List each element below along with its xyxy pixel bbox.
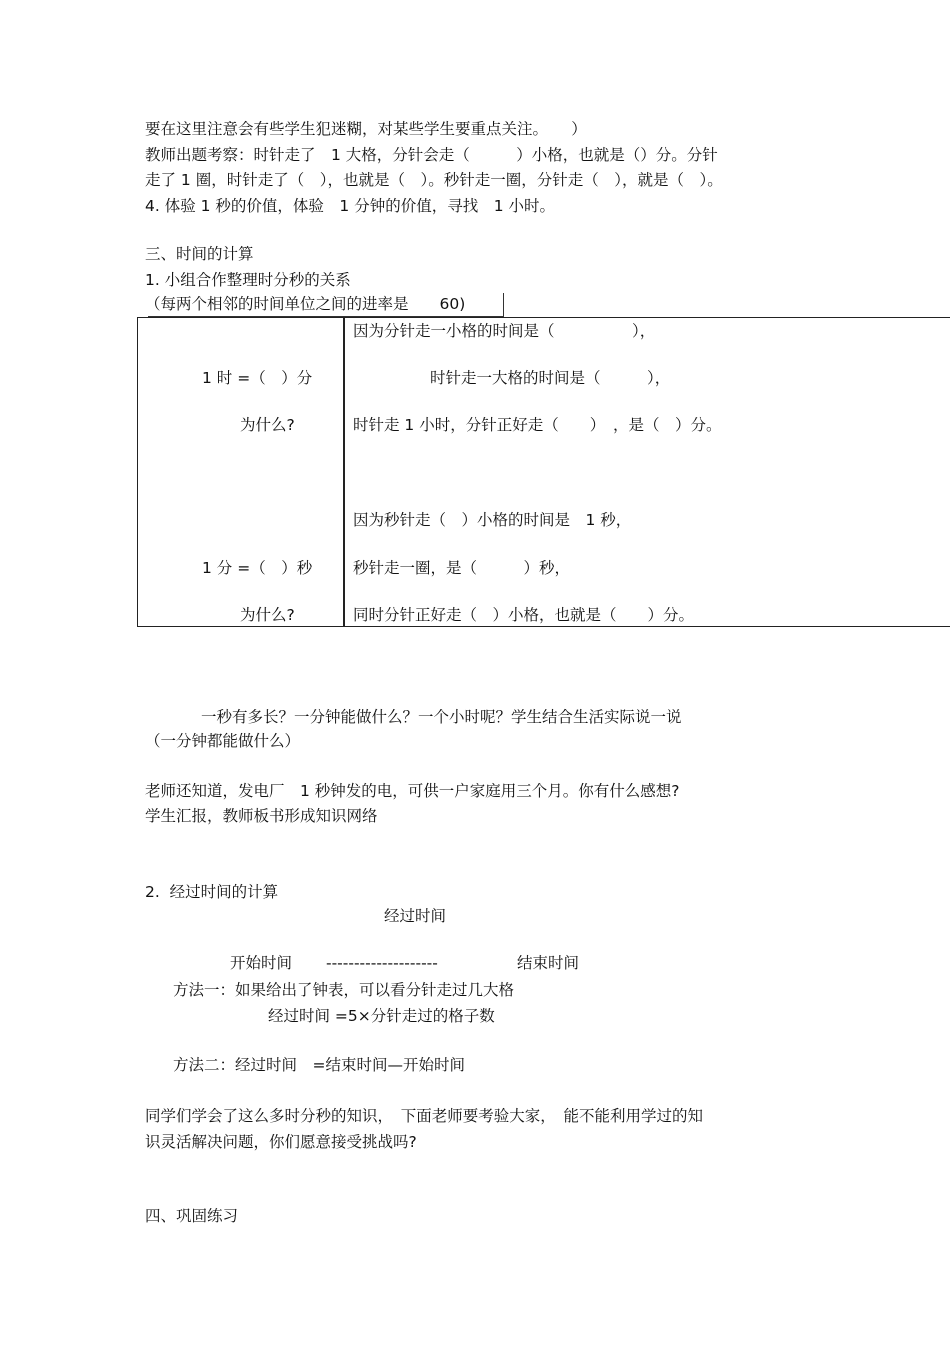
row1-reason-3: 时针走 1 小时，分针正好走（ ） ，是（ ）分。 <box>353 416 722 434</box>
hour-why-label: 为什么? <box>240 416 295 434</box>
closing-line-1: 同学们学会了这么多时分秒的知识， 下面老师要考验大家， 能不能利用学过的知 <box>145 1107 704 1125</box>
ratio-note: （每两个相邻的时间单位之间的进率是 60) <box>145 295 466 313</box>
minute-second-question: 1 分 =（ ）秒 <box>202 559 313 577</box>
intro-line-3: 走了 1 圈，时针走了（ ），也就是（ ）。秒针走一圈，分针走（ ），就是（ ）。 <box>145 171 723 189</box>
formula-1: 经过时间 =5×分针走过的格子数 <box>268 1007 495 1025</box>
intro-line-2: 教师出题考察：时针走了 1 大格，分针会走（ ）小格，也就是（）分。分针 <box>145 146 718 164</box>
end-time-label: 结束时间 <box>517 954 580 972</box>
closing-line-2: 识灵活解决问题，你们愿意接受挑战吗? <box>145 1133 417 1151</box>
discussion-line-3: 老师还知道，发电厂 1 秒钟发的电，可供一户家庭用三个月。你有什么感想? <box>145 782 680 800</box>
row2-reason-3: 同时分针正好走（ ）小格，也就是（ ）分。 <box>353 606 695 624</box>
method-2: 方法二：经过时间 =结束时间—开始时间 <box>173 1056 465 1074</box>
row1-reason-2: 时针走一大格的时间是（ ）， <box>430 369 671 387</box>
minute-why-label: 为什么? <box>240 606 295 624</box>
intro-line-4: 4. 体验 1 秒的价值，体验 1 分钟的价值，寻找 1 小时。 <box>145 197 556 215</box>
discussion-line-2: （一分钟都能做什么） <box>145 732 301 750</box>
method-1: 方法一：如果给出了钟表，可以看分针走过几大格 <box>173 981 515 999</box>
time-relation-table <box>137 317 950 627</box>
row1-reason-1: 因为分针走一小格的时间是（ ）， <box>353 322 656 340</box>
table-column-divider <box>343 318 345 626</box>
section-4-heading: 四、巩固练习 <box>145 1207 239 1225</box>
section-3-heading: 三、时间的计算 <box>145 245 254 263</box>
section-3-2-heading: 2. 经过时间的计算 <box>145 883 279 901</box>
discussion-line-4: 学生汇报，教师板书形成知识网络 <box>145 807 378 825</box>
row2-reason-2: 秒针走一圈，是（ ）秒， <box>353 559 571 577</box>
hour-minute-question: 1 时 =（ ）分 <box>202 369 313 387</box>
discussion-line-1: 一秒有多长？一分钟能做什么？一个小时呢？学生结合生活实际说一说 <box>201 708 682 726</box>
intro-line-1: 要在这里注意会有些学生犯迷糊，对某些学生要重点关注。 ） <box>145 120 587 138</box>
elapsed-time-label: 经过时间 <box>384 907 447 925</box>
row2-reason-1: 因为秒针走（ ）小格的时间是 1 秒， <box>353 511 632 529</box>
start-time-label: 开始时间 <box>230 954 293 972</box>
section-3-item-1: 1. 小组合作整理时分秒的关系 <box>145 271 351 289</box>
timeline-dashes: -------------------- <box>326 954 438 972</box>
